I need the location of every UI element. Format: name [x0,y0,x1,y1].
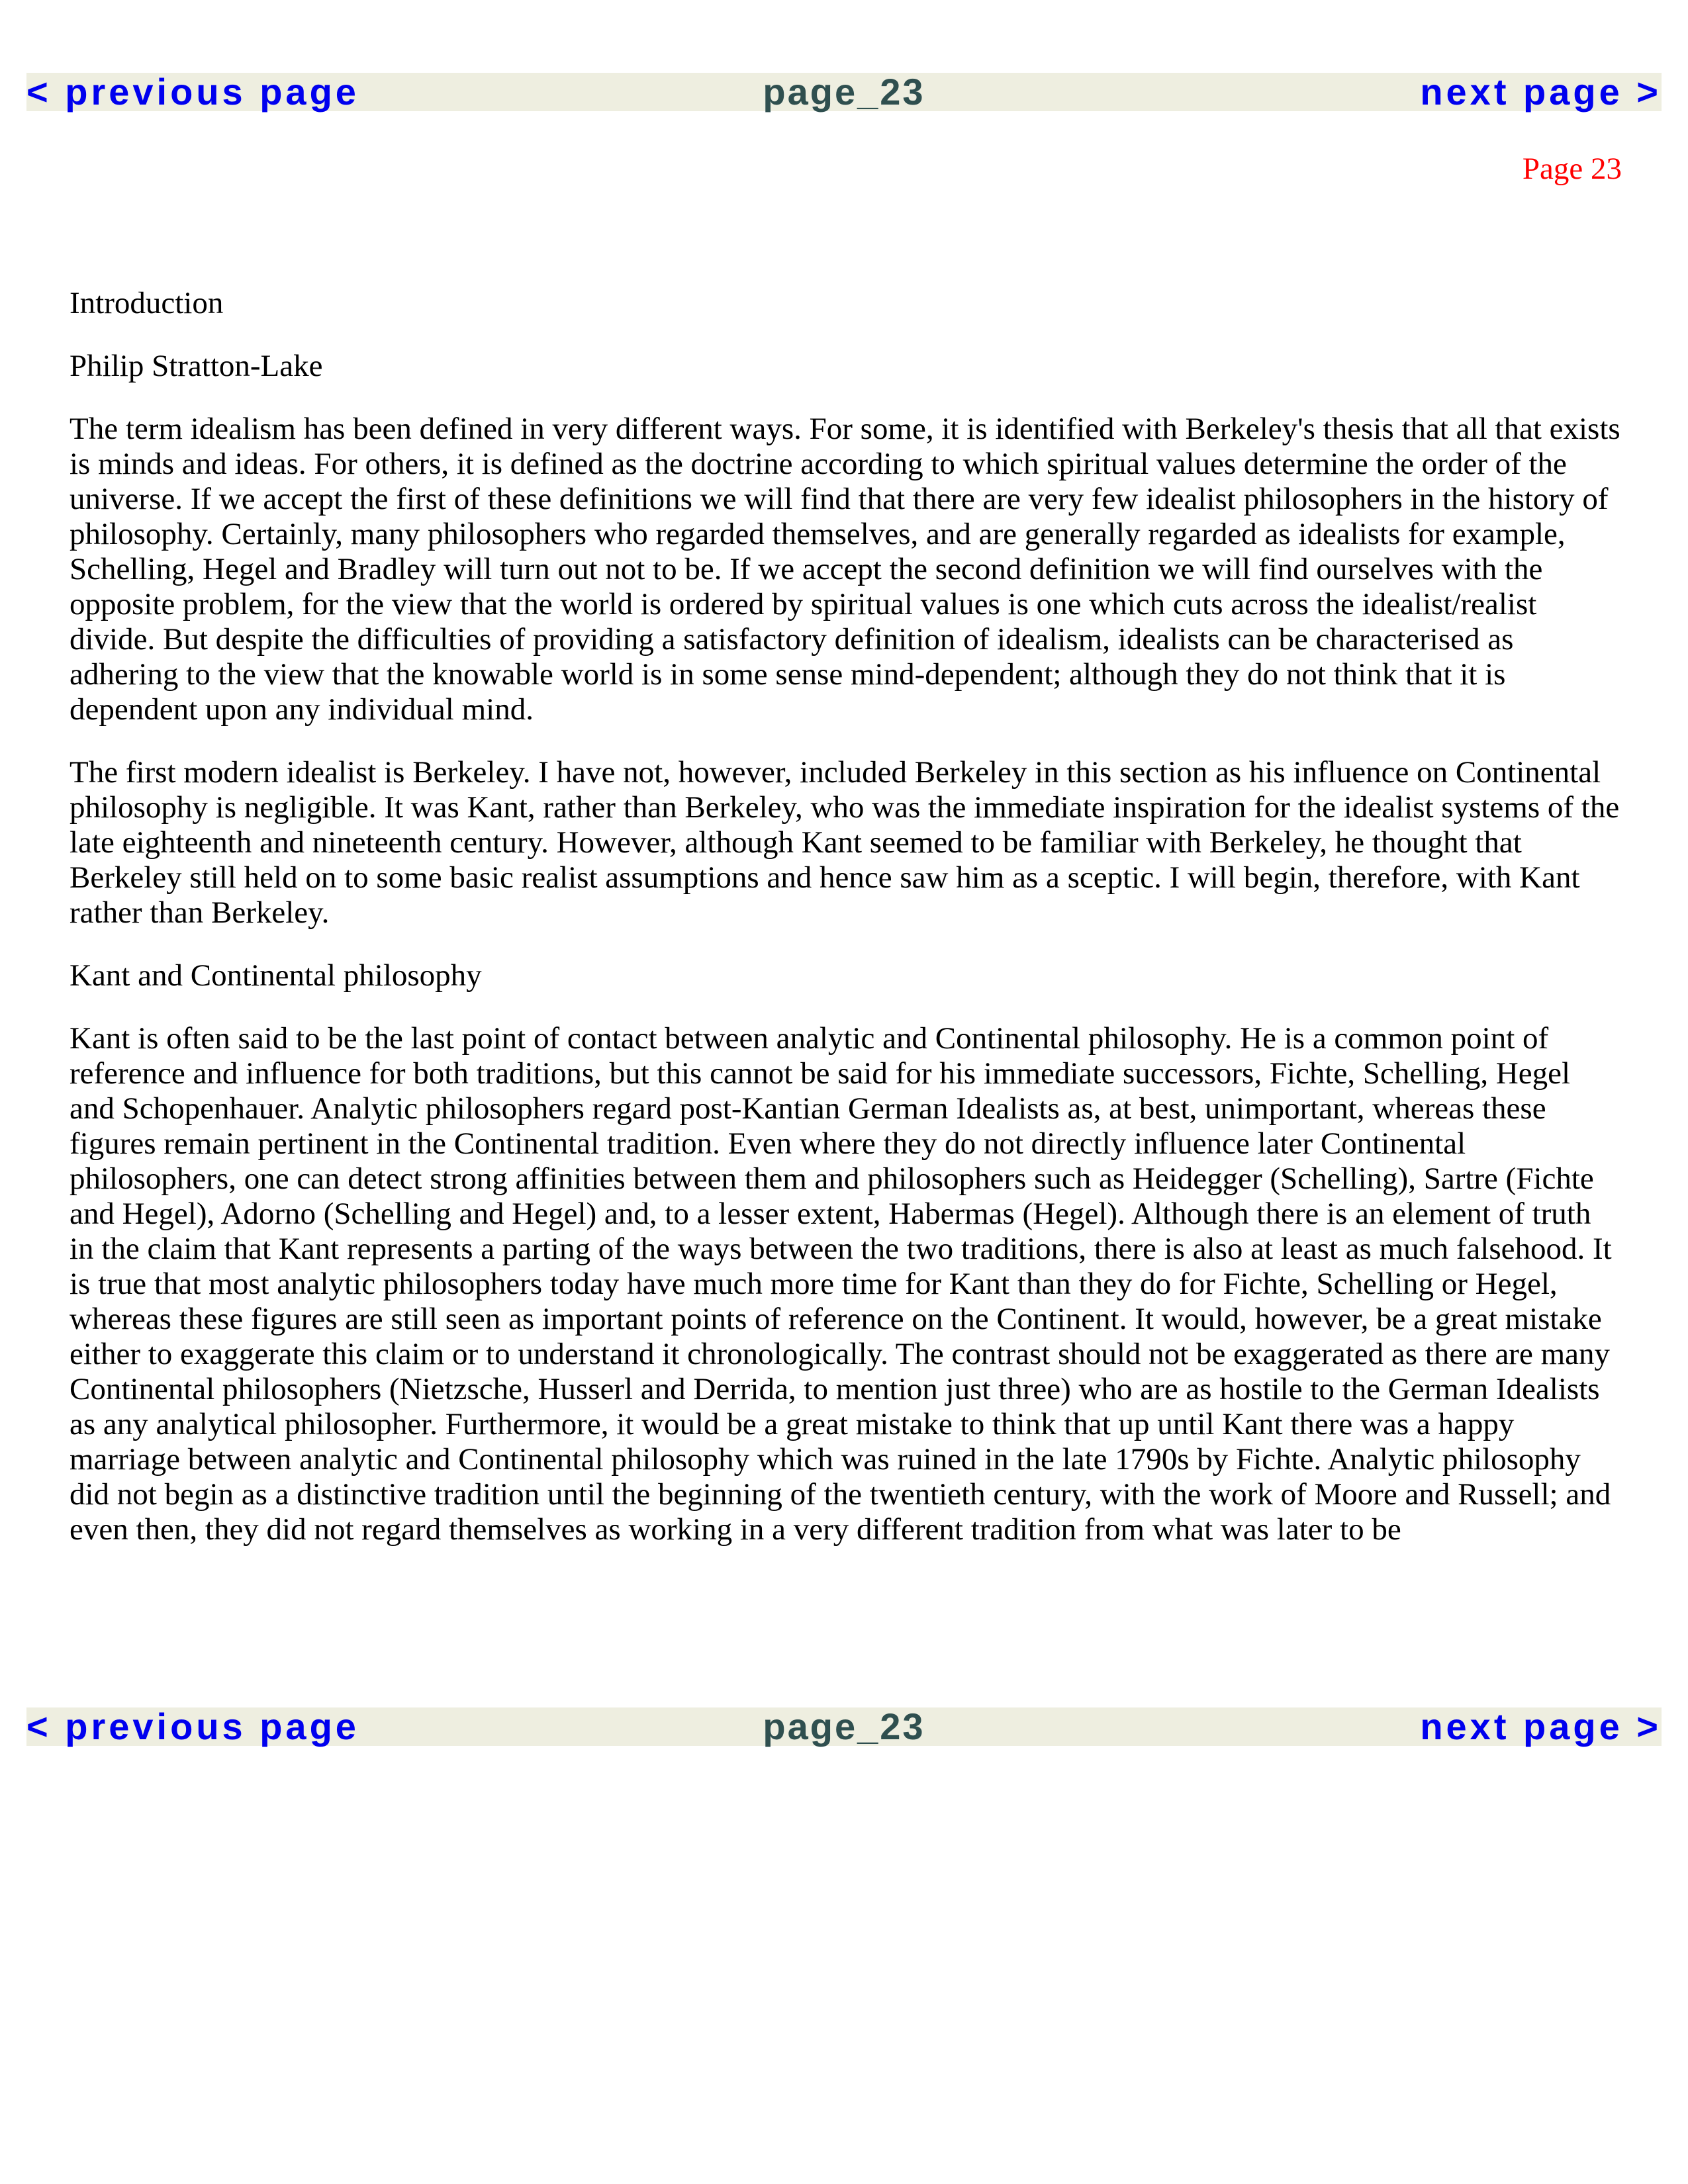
bottom-navigation-bar [26,1707,1662,1746]
author-name: Philip Stratton-Lake [70,349,323,383]
section-heading: Kant and Continental philosophy [70,958,482,993]
page-number: Page 23 [1522,152,1622,186]
previous-page-link[interactable]: < previous page [26,71,359,113]
next-page-link[interactable]: next page > [1420,1706,1662,1747]
paragraph-2: The first modern idealist is Berkeley. I have not, however, included Berkeley in this section as his influence on Continental philosophy is negligible. It was Kant, rather than Berkeley, who was the immediate inspiration for the idealist systems of the late eighteenth and nineteenth century. However, although Kant seemed to be familiar with Berkeley, he thought that Berkeley still held on to some basic realist assumptions and hence saw him as a sceptic. I will begin, therefore, with Kant rather than Berkeley. [70,755,1620,930]
page-label: page_23 [763,1706,925,1747]
top-navigation-bar [26,73,1662,111]
section-paragraph: Kant is often said to be the last point of contact between analytic and Continental philosophy. He is a common point of reference and influence for both traditions, but this cannot be said for his immediate successors, Fichte, Schelling, Hegel and Schopenhauer. Analytic philosophers regard post-Kantian German Idealists as, at best, unimportant, whereas these figures remain pertinent in the Continental tradition. Even where they do not directly influence later Continental philosophers, one can detect strong affinities between them and philosophers such as Heidegger (Schelling), Sartre (Fichte and Hegel), Adorno (Schelling and Hegel) and, to a lesser extent, Habermas (Hegel). Although there is an element of truth in the claim that Kant represents a parting of the ways between the two traditions, there is also at least as much falsehood. It is true that most analytic philosophers today have much more time for Kant than they do for Fichte, Schelling or Hegel, whereas these figures are still seen as important points of reference on the Continent. It would, however, be a great mistake either to exaggerate this claim or to understand it chronologically. The contrast should not be exaggerated as there are many Continental philosophers (Nietzsche, Husserl and Derrida, to mention just three) who are as hostile to the German Idealists as any analytical philosopher. Furthermore, it would be a great mistake to think that up until Kant there was a happy marriage between analytic and Continental philosophy which was ruined in the late 1790s by Fichte. Analytic philosophy did not begin as a distinctive tradition until the beginning of the twentieth century, with the work of Moore and Russell; and even then, they did not regard themselves as working in a very different tradition from what was later to be [70,1021,1612,1547]
chapter-title: Introduction [70,286,224,320]
document-body [70,286,1622,1575]
paragraph-1: The term idealism has been defined in very different ways. For some, it is identified with Berkeley's thesis that all that exists is minds and ideas. For others, it is defined as the doctrine according to which spiritual values determine the order of the universe. If we accept the first of these definitions we will find that there are very few idealist philosophers in the history of philosophy. Certainly, many philosophers who regarded themselves, and are generally regarded as idealists for example, Schelling, Hegel and Bradley will turn out not to be. If we accept the second definition we will find ourselves with the opposite problem, for the view that the world is ordered by spiritual values is one which cuts across the idealist/realist divide. But despite the difficulties of providing a satisfactory definition of idealism, idealists can be characterised as adhering to the view that the knowable world is in some sense mind-dependent; although they do not think that it is dependent upon any individual mind. [70,412,1620,727]
next-page-link[interactable]: next page > [1420,71,1662,113]
page-label: page_23 [763,71,925,113]
previous-page-link[interactable]: < previous page [26,1706,359,1747]
